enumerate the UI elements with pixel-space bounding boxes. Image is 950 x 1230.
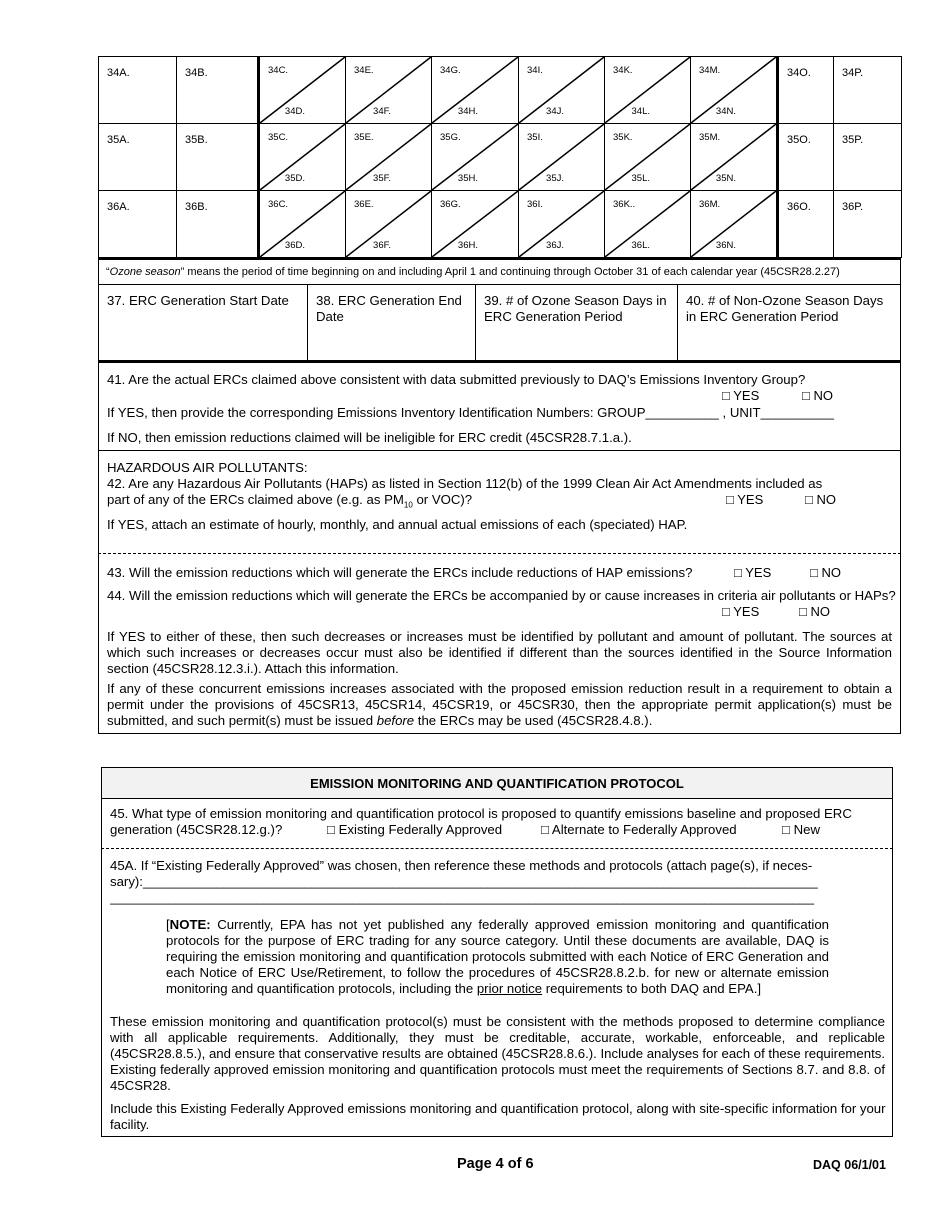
q42-text-end: or VOC)? — [412, 492, 473, 507]
grid-cell-label-top: 34M. — [699, 65, 721, 76]
permit-text: If any of these concurrent emissions increases associated with the proposed emission reduction result in a requirement to obtain a permit under the provisions of 45CSR13, 45CSR14, 45CSR19, or 45CSR30, then the appropriate permit application(s) must be submitted, and such permit(s) must be issued — [107, 681, 892, 728]
grid-cell-label-top: 36K.. — [613, 199, 636, 210]
grid-cell[interactable] — [519, 57, 605, 124]
grid-cell-label-top: 35K. — [613, 132, 633, 143]
permit-text-end: the ERCs may be used (45CSR28.4.8.). — [414, 713, 653, 728]
q42-yes-checkbox[interactable]: □ YES — [726, 492, 764, 507]
grid-cell-label-top: 36M. — [699, 199, 721, 210]
grid-row — [99, 124, 902, 191]
grid-cell-label-top: 34E. — [354, 65, 374, 76]
ozone-season-text: ” means the period of time beginning on and including April 1 and continuing through October 31 of each calendar year (45CSR28.2.27) — [180, 266, 840, 278]
grid-cell-label-bottom: 36H. — [457, 240, 478, 251]
emp-title: EMISSION MONITORING AND QUANTIFICATION PROTOCOL — [310, 776, 684, 791]
grid-cell-label: 35P. — [842, 134, 864, 146]
grid-cell-label: 34B. — [185, 67, 208, 79]
grid-cell[interactable] — [605, 57, 691, 124]
divider — [307, 285, 308, 361]
frame-left — [98, 258, 99, 734]
hap-heading: HAZARDOUS AIR POLLUTANTS: — [107, 460, 308, 475]
include-paragraph: Include this Existing Federally Approved emissions monitoring and quantification protocol, along with site-specific information for your facility. — [110, 1101, 886, 1132]
grid-cell[interactable] — [99, 57, 177, 124]
grid-cell-label-bottom: 35L. — [631, 173, 650, 184]
grid-cell[interactable] — [691, 191, 778, 258]
grid-cell[interactable] — [605, 124, 691, 191]
note-text: Currently, EPA has not yet published any federally approved emission monitoring and quantification protocols for the purpose of ERC trading for any source category. Until these documents are available, DAQ is requiring the emission monitoring and quantification protocols submitted with each Notice of ERC Generation and each Notice of ERC Use/Retirement, to follow the procedures of 45CSR28.8.2.b. for new or alternate emission monitoring and quantification protocols, including the — [166, 917, 829, 996]
grid-cell[interactable] — [177, 124, 259, 191]
ozone-season-definition: “Ozone season” means the period of time beginning on and including April 1 and continuing through October 31 of each calendar year (45CSR28.2.27) — [106, 266, 840, 278]
grid-cell-label: 35B. — [185, 134, 208, 146]
grid-cell-label-top: 35M. — [699, 132, 721, 143]
q42-if-yes: If YES, attach an estimate of hourly, monthly, and annual actual emissions of each (speciated) HAP. — [107, 517, 688, 532]
divider — [475, 285, 476, 361]
note-paragraph: [NOTE: Currently, EPA has not yet published any federally approved emission monitoring and quantification protocols for the purpose of ERC trading for any source category. Until these documents are available, DAQ is requiring the emission monitoring and quantification protocols submitted with each Notice of ERC Generation and each Notice of ERC Use/Retirement, to follow the procedures of 45CSR28.8.2.b. for new or alternate emission monitoring and quantification protocols, including the prior notice requirements to both DAQ and EPA.] — [166, 917, 829, 996]
paragraph-permit-requirement — [107, 681, 892, 729]
grid-cell[interactable] — [778, 57, 834, 124]
q40-label: 40. # of Non-Ozone Season Days in ERC Generation Period — [686, 293, 884, 324]
q43-no-checkbox[interactable]: □ NO — [810, 565, 841, 580]
q43-yes-checkbox[interactable]: □ YES — [734, 565, 772, 580]
grid-cell-label-bottom: 34H. — [457, 106, 478, 117]
q45a-line2[interactable]: sary):____________________________________________________________________________________________ — [110, 874, 818, 889]
q41-yes-checkbox[interactable]: □ YES — [722, 388, 760, 403]
grid-cell-label-bottom: 34D. — [284, 106, 305, 117]
grid-cell-label-top: 34G. — [440, 65, 461, 76]
q42-question-line2 — [107, 492, 472, 514]
q45-existing-option[interactable]: □ Existing Federally Approved — [327, 822, 503, 837]
grid-cell-label: 34A. — [107, 67, 130, 79]
grid-cell-label-top: 34I. — [527, 65, 543, 76]
grid-cell[interactable] — [346, 191, 432, 258]
q45-alternate-option[interactable]: □ Alternate to Federally Approved — [541, 822, 737, 837]
grid-cell-label-top: 36I. — [527, 199, 543, 210]
frame-bottom — [98, 733, 901, 734]
q41-if-no: If NO, then emission reductions claimed will be ineligible for ERC credit (45CSR28.7.1.a.). — [107, 430, 632, 445]
q45a-line1: 45A. If “Existing Federally Approved” was chosen, then reference these methods and protocols (attach page(s), if neces- — [110, 858, 813, 873]
divider — [98, 450, 901, 451]
grid-cell-label-top: 36C. — [268, 199, 289, 210]
q39-label: 39. # of Ozone Season Days in ERC Generation Period — [484, 293, 667, 324]
grid-cell[interactable] — [346, 57, 432, 124]
grid-cell[interactable] — [691, 57, 778, 124]
grid-cell[interactable] — [259, 191, 346, 258]
q41-question: 41. Are the actual ERCs claimed above consistent with data submitted previously to DAQ’s Emissions Inventory Group? — [107, 372, 806, 387]
divider — [98, 360, 901, 363]
grid-cell-label-top: 35E. — [354, 132, 374, 143]
erc-grid-table — [98, 56, 902, 258]
q45-question-line1: 45. What type of emission monitoring and quantification protocol is proposed to quantify emissions baseline and proposed ERC — [110, 806, 852, 821]
grid-cell-label: 34O. — [787, 67, 811, 79]
dashed-divider — [98, 553, 901, 554]
protocol-paragraph: These emission monitoring and quantification protocol(s) must be consistent with the methods proposed to determine compliance with all applicable requirements. Additionally, they must be creditable, accurate, workable, enforceable, and replicable (45CSR28.8.5.), and ensure that conservative results are obtained (45CSR28.8.6.). Include analyses for each of these requirements. Existing federally approved emission monitoring and quantification protocols must meet the requirements of Sections 8.7. and 8.8. of 45CSR28. — [110, 1014, 885, 1093]
grid-cell-label-bottom: 35H. — [457, 173, 478, 184]
grid-cell[interactable] — [432, 57, 519, 124]
q41-if-yes: If YES, then provide the corresponding Emissions Inventory Identification Numbers: GROUP__________ , UNIT__________ — [107, 405, 834, 420]
grid-cell-label-top: 34C. — [268, 65, 289, 76]
grid-row — [99, 57, 902, 124]
grid-cell[interactable] — [99, 191, 177, 258]
q44-question: 44. Will the emission reductions which will generate the ERCs be accompanied by or cause increases in criteria air pollutants or HAPs? — [107, 588, 896, 603]
grid-cell-label-bottom: 36J. — [546, 240, 564, 251]
grid-cell[interactable] — [99, 124, 177, 191]
grid-cell[interactable] — [778, 124, 834, 191]
grid-cell-label-bottom: 34J. — [546, 106, 564, 117]
grid-cell[interactable] — [346, 124, 432, 191]
grid-cell[interactable] — [519, 191, 605, 258]
grid-cell-label: 35O. — [787, 134, 811, 146]
q45a-line3[interactable]: ________________________________________________________________________________________________ — [110, 890, 815, 905]
grid-cell-label-bottom: 34F. — [373, 106, 391, 117]
grid-cell-label-bottom: 35F. — [373, 173, 391, 184]
grid-cell-label-bottom: 34L. — [631, 106, 650, 117]
grid-cell[interactable] — [834, 124, 902, 191]
q37-label: 37. ERC Generation Start Date — [107, 293, 289, 308]
form-code: DAQ 06/1/01 — [813, 1158, 886, 1172]
grid-row — [99, 191, 902, 258]
permit-emphasis: before — [376, 713, 415, 728]
grid-cell[interactable] — [605, 191, 691, 258]
grid-cell[interactable] — [778, 191, 834, 258]
grid-cell-label-bottom: 36D. — [284, 240, 305, 251]
divider — [101, 798, 893, 799]
paragraph-if-yes: If YES to either of these, then such decreases or increases must be identified by pollutant and amount of pollutant. The sources at which such increases or decreases occur must also be identified if different than the sources identified in the Source Information section (45CSR28.12.3.i.). Attach this information. — [107, 629, 892, 676]
note-text-end: requirements to both DAQ and EPA.] — [542, 981, 762, 996]
grid-cell[interactable] — [432, 124, 519, 191]
grid-cell[interactable] — [691, 124, 778, 191]
q42-text: part of any of the ERCs claimed above (e.g. as PM — [107, 492, 404, 507]
grid-cell[interactable] — [519, 124, 605, 191]
grid-cell[interactable] — [259, 57, 346, 124]
grid-cell-label-bottom: 36N. — [715, 240, 736, 251]
grid-cell-label-top: 35C. — [268, 132, 289, 143]
note-underline: prior notice — [476, 981, 543, 996]
q42-no-checkbox[interactable]: □ NO — [805, 492, 836, 507]
grid-cell-label-bottom: 35D. — [284, 173, 305, 184]
grid-cell-label: 36P. — [842, 201, 864, 213]
divider — [677, 285, 678, 361]
grid-cell-label-bottom: 36L. — [631, 240, 650, 251]
grid-cell-label: 35A. — [107, 134, 130, 146]
grid-cell[interactable] — [177, 57, 259, 124]
grid-cell-label: 34P. — [842, 67, 864, 79]
grid-cell-label: 36A. — [107, 201, 130, 213]
q42-subscript: 10 — [403, 500, 413, 510]
grid-cell-label-top: 36G. — [440, 199, 461, 210]
grid-cell[interactable] — [432, 191, 519, 258]
grid-cell-label: 36B. — [185, 201, 208, 213]
grid-cell[interactable] — [177, 191, 259, 258]
grid-cell[interactable] — [834, 191, 902, 258]
grid-cell-label: 36O. — [787, 201, 811, 213]
grid-cell-label-top: 34K. — [613, 65, 633, 76]
grid-cell-label-bottom: 34N. — [715, 106, 736, 117]
q44-yes-checkbox[interactable]: □ YES — [722, 604, 760, 619]
q45-new-option[interactable]: □ New — [782, 822, 821, 837]
grid-cell-label-bottom: 35N. — [715, 173, 736, 184]
dashed-divider — [101, 848, 893, 849]
frame-right — [900, 258, 901, 734]
grid-cell-label-top: 35I. — [527, 132, 543, 143]
note-label: NOTE: — [169, 917, 211, 932]
grid-cell-label-top: 36E. — [354, 199, 374, 210]
q45-question-line2: generation (45CSR28.12.g.)? — [110, 822, 283, 837]
q44-no-checkbox[interactable]: □ NO — [799, 604, 830, 619]
q43-question: 43. Will the emission reductions which will generate the ERCs include reductions of HAP emissions? — [107, 565, 693, 580]
grid-cell-label-bottom: 35J. — [546, 173, 564, 184]
divider — [98, 284, 901, 285]
q41-no-checkbox[interactable]: □ NO — [802, 388, 833, 403]
q38-label: 38. ERC Generation End Date — [316, 293, 462, 324]
grid-cell[interactable] — [834, 57, 902, 124]
q42-question-line1: 42. Are any Hazardous Air Pollutants (HAPs) as listed in Section 112(b) of the 1999 Clean Air Act Amendments included as — [107, 476, 823, 491]
grid-cell-label-top: 35G. — [440, 132, 461, 143]
page-number: Page 4 of 6 — [457, 1156, 534, 1172]
divider — [98, 258, 901, 260]
grid-cell[interactable] — [259, 124, 346, 191]
ozone-season-term: Ozone season — [109, 266, 181, 278]
grid-cell-label-bottom: 36F. — [373, 240, 391, 251]
